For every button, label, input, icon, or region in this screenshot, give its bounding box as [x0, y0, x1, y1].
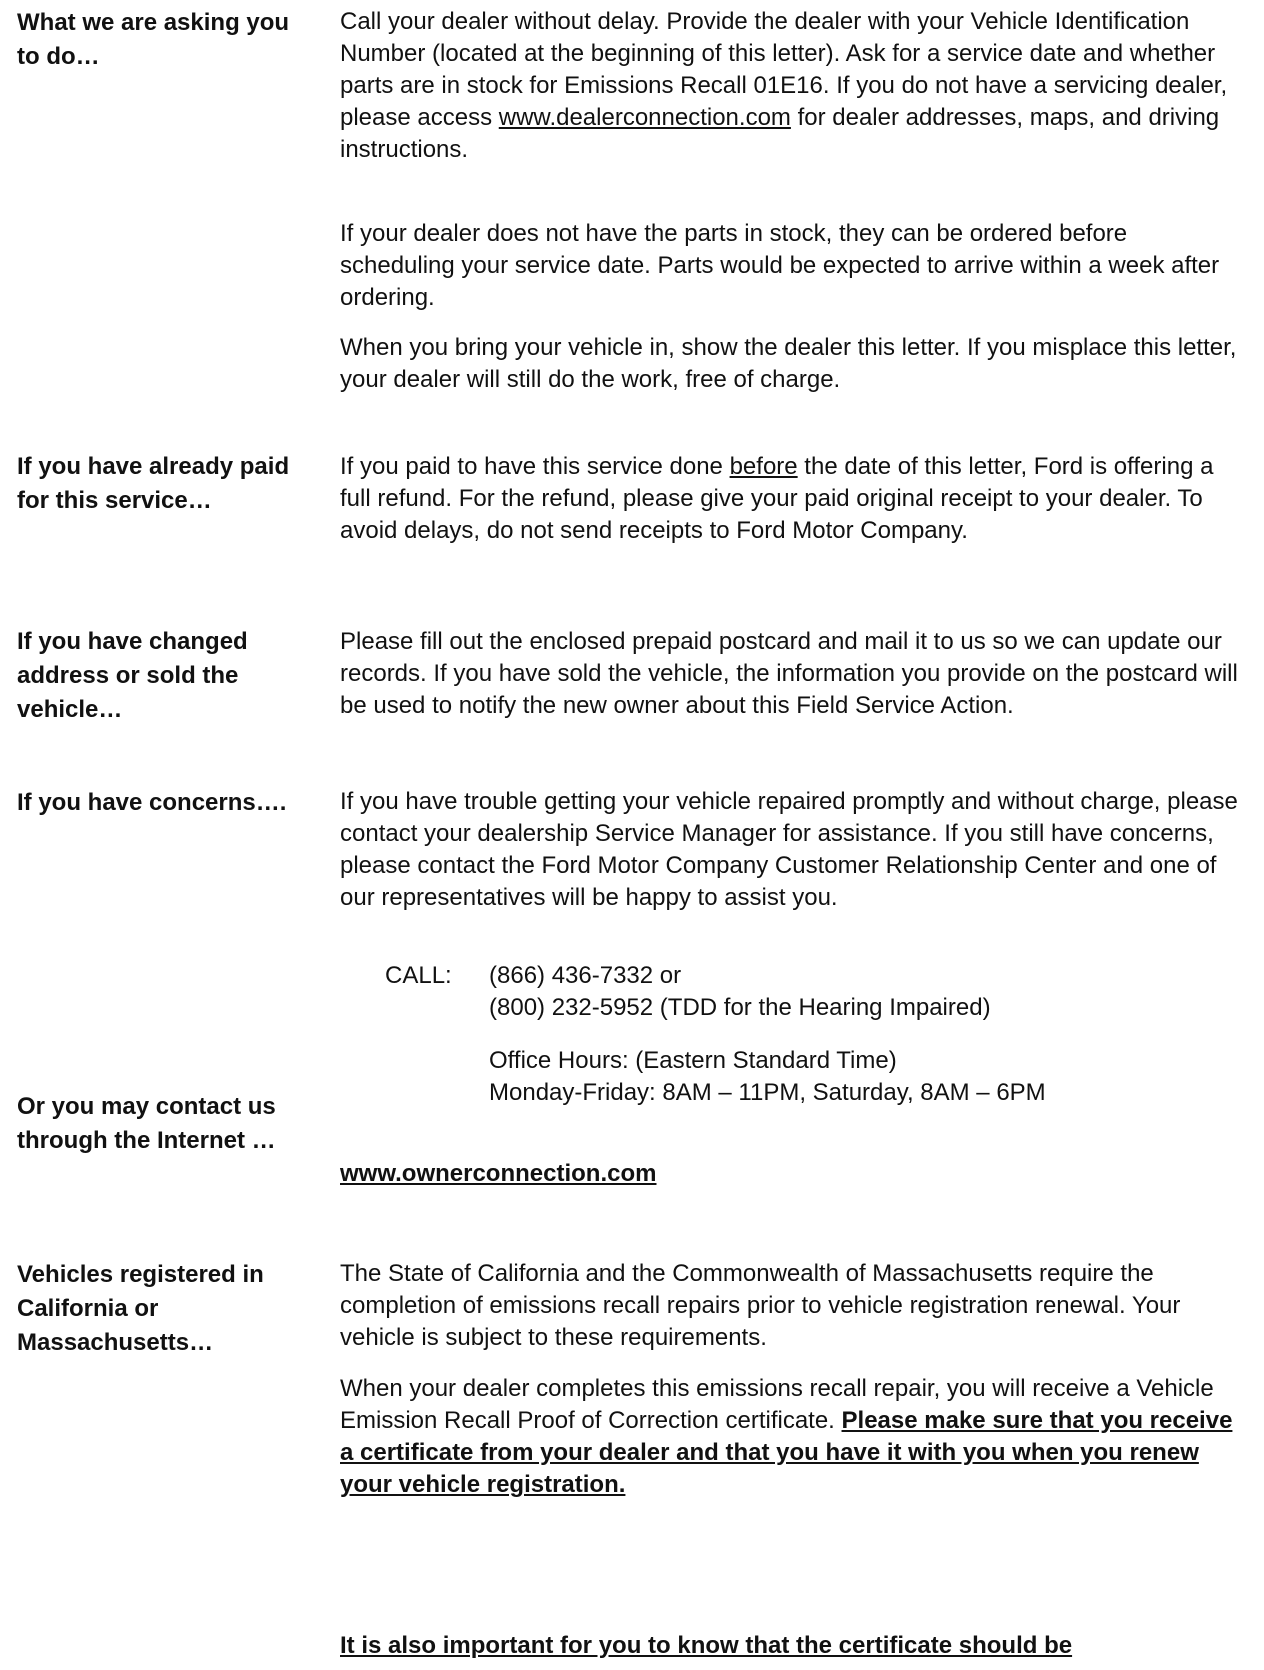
- section-text-registered-p2: [340, 1373, 1246, 1501]
- paid-p1-a: If you paid to have this service done: [340, 453, 730, 480]
- section-text-asking-p1: [340, 6, 1246, 166]
- section-label-paid: If you have already paid for this service…: [17, 453, 290, 514]
- section-text-paid: [340, 451, 1246, 547]
- dealerconnection-link[interactable]: www.dealerconnection.com: [498, 104, 791, 131]
- section-text-asking-p3: When you bring your vehicle in, show the dealer this letter. If you misplace this letter, your dealer will still do the work, free of charge.: [340, 334, 1237, 393]
- section-label-concerns: If you have concerns….: [17, 789, 287, 816]
- asking-p1-a: Call your dealer without delay. Provide the dealer with your Vehicle Identification Number (located at the beginning of this letter). Ask for a service date and whether parts are in stock for Emissions Recall 01E16. If you do not have a servicing dealer, please access: [340, 8, 1228, 131]
- section-text-concerns: If you have trouble getting your vehicle repaired promptly and without charge, please contact your dealership Service Manager for assistance. If you still have concerns, please contact the Ford Motor Company Customer Relationship Center and one of our representatives will be happy to assist you.: [340, 788, 1238, 911]
- call-label: CALL:: [385, 962, 452, 989]
- section-text-registered-p3: [340, 1630, 1246, 1662]
- office-hours: Monday-Friday: 8AM – 11PM, Saturday, 8AM – 6PM: [489, 1079, 1046, 1106]
- section-label-changed: If you have changed address or sold the vehicle…: [17, 628, 248, 723]
- registered-p3-bold: It is also important for you to know that the certificate should be: [340, 1632, 1073, 1659]
- paid-p1-b: the date of this letter, Ford is offering a full refund. For the refund, please give your paid original receipt to your dealer. To avoid delays, do not send receipts to Ford Motor Company.: [340, 453, 1214, 544]
- paid-p1-underlined: before: [729, 453, 798, 480]
- section-text-changed: Please fill out the enclosed prepaid postcard and mail it to us so we can update our records. If you have sold the vehicle, the information you provide on the postcard will be used to notify the new owner about this Field Service Action.: [340, 628, 1238, 719]
- section-text-internet: [340, 1158, 1246, 1190]
- section-label-internet: Or you may contact us through the Internet …: [17, 1093, 276, 1154]
- registered-p2-bold: Please make sure that you receive a certificate from your dealer and that you have it with you when you renew your vehicle registration.: [340, 1407, 1233, 1498]
- asking-p1-b: for dealer addresses, maps, and driving instructions.: [340, 104, 1220, 163]
- section-text-asking-p2: If your dealer does not have the parts in stock, they can be ordered before scheduling your service date. Parts would be expected to arrive within a week after ordering.: [340, 220, 1220, 311]
- section-text-registered-p1: The State of California and the Commonwealth of Massachusetts require the completion of emissions recall repairs prior to vehicle registration renewal. Your vehicle is subject to these requirements.: [340, 1260, 1181, 1351]
- section-label-asking: What we are asking you to do…: [17, 9, 290, 70]
- office-hours-title: Office Hours: (Eastern Standard Time): [489, 1047, 897, 1074]
- registered-p2-text: When your dealer completes this emissions recall repair, you will receive a Vehicle Emission Recall Proof of Correction certificate.: [340, 1375, 1214, 1434]
- phone-number-2: (800) 232-5952 (TDD for the Hearing Impaired): [489, 994, 991, 1021]
- phone-number-1: (866) 436-7332 or: [489, 962, 682, 989]
- section-label-registered: Vehicles registered in California or Massachusetts…: [17, 1261, 264, 1356]
- ownerconnection-link[interactable]: www.ownerconnection.com: [340, 1160, 657, 1187]
